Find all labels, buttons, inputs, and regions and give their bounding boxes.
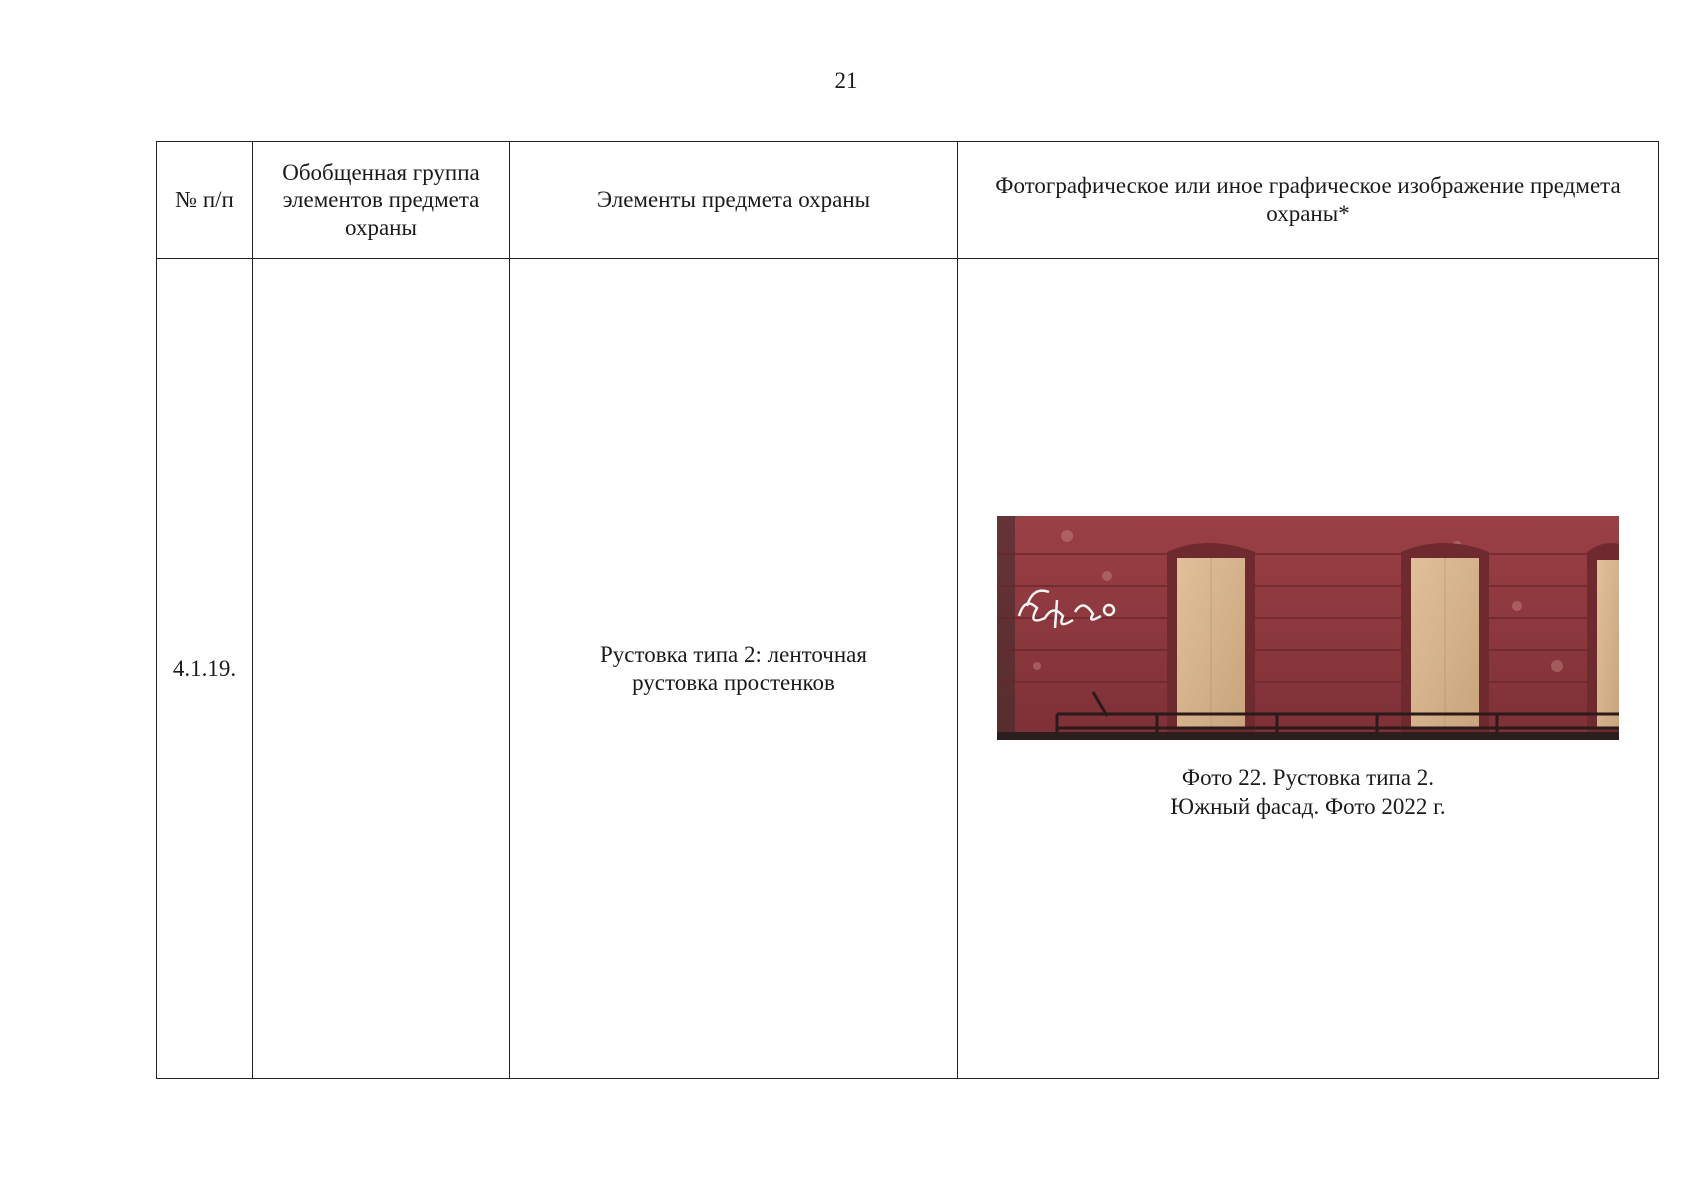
page-number: 21 bbox=[834, 68, 858, 93]
photo-caption bbox=[1170, 764, 1445, 820]
elements-line-2: рустовка простенков bbox=[632, 669, 835, 695]
header-photo: Фотографическое или иное графическое изображение предмета охраны* bbox=[958, 142, 1659, 259]
window-partial bbox=[1587, 543, 1619, 740]
photo-block bbox=[966, 516, 1650, 820]
caption-line-1: Фото 22. Рустовка типа 2. bbox=[1181, 765, 1435, 791]
elements-line-1: Рустовка типа 2: ленточная bbox=[600, 641, 867, 667]
brick-wall bbox=[997, 516, 1619, 740]
cell-photo bbox=[958, 259, 1659, 1079]
header-num: № п/п bbox=[157, 142, 253, 259]
table-row bbox=[157, 259, 1659, 1079]
cell-group bbox=[253, 259, 510, 1079]
protection-table bbox=[156, 141, 1659, 1079]
header-row bbox=[157, 142, 1659, 259]
window-right bbox=[1401, 543, 1489, 740]
facade-photo bbox=[997, 516, 1619, 740]
header-elements: Элементы предмета охраны bbox=[510, 142, 958, 259]
cell-elements bbox=[510, 259, 958, 1079]
caption-line-2: Южный фасад. Фото 2022 г. bbox=[1170, 793, 1446, 819]
header-group: Обобщенная группа элементов предмета охраны bbox=[253, 142, 510, 259]
window-left bbox=[1167, 543, 1255, 740]
cell-num: 4.1.19. bbox=[157, 259, 253, 1079]
